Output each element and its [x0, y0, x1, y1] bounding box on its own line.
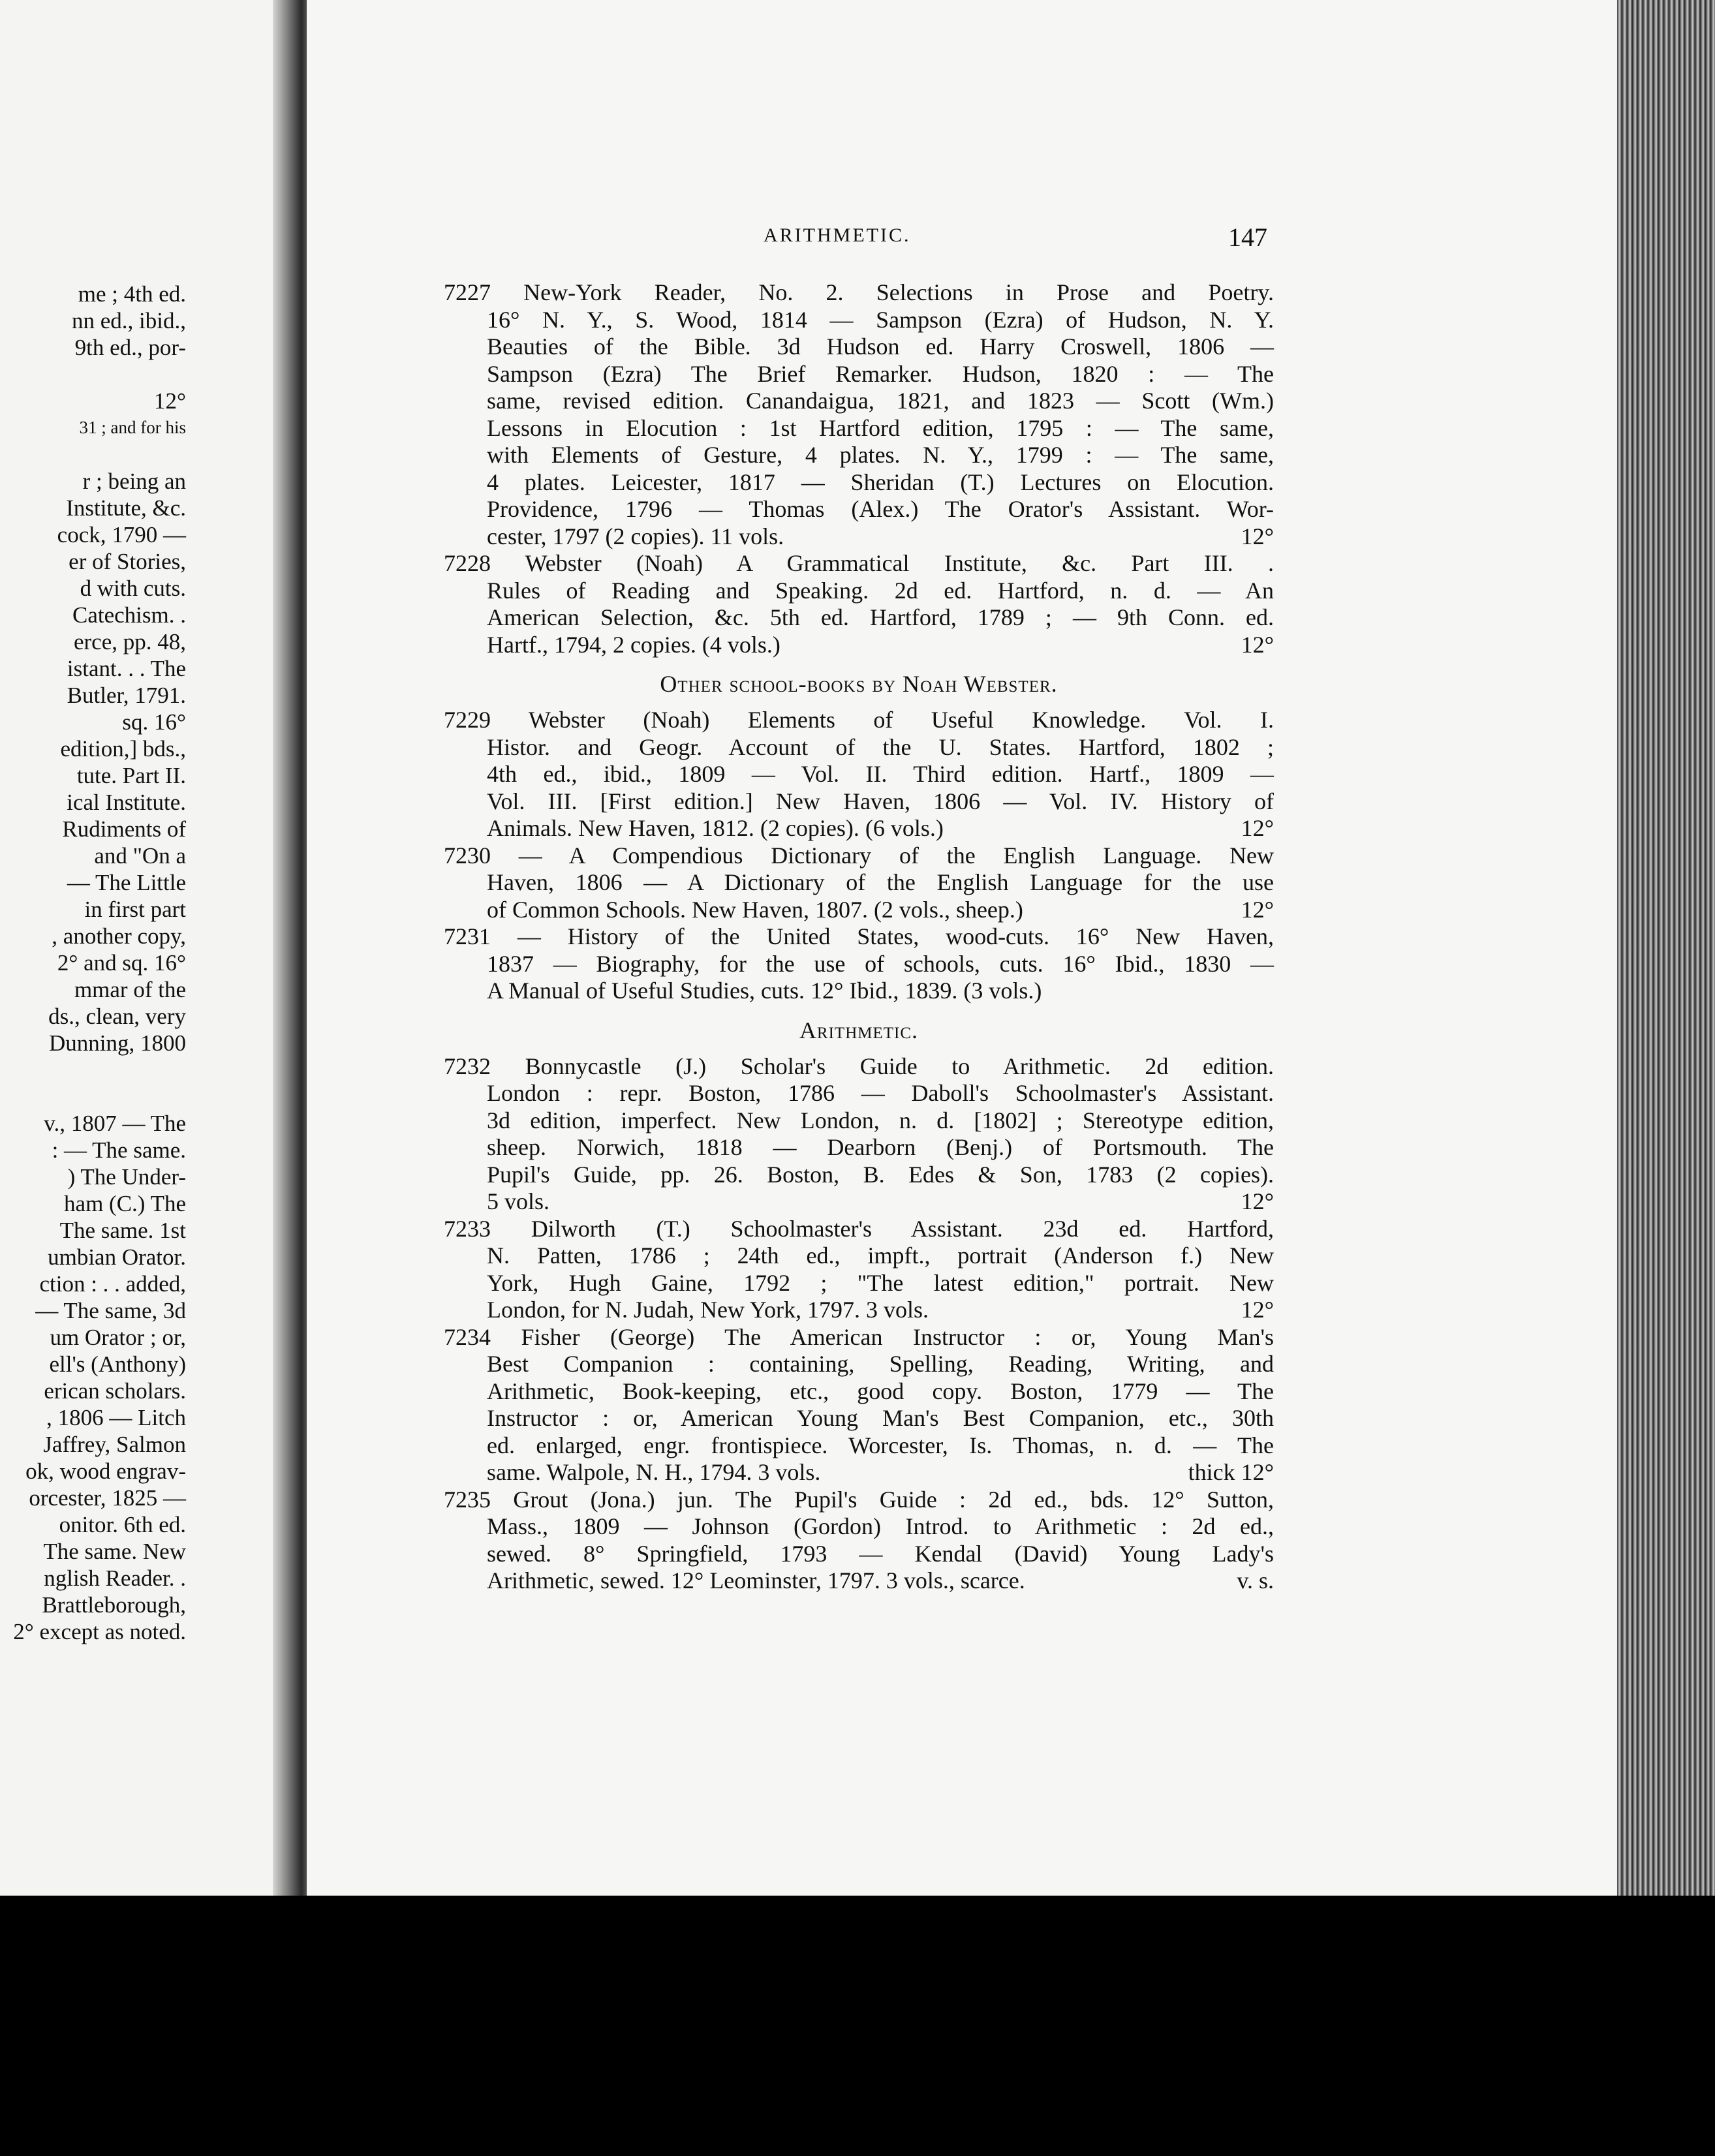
left-page-line: d with cuts.: [80, 576, 186, 601]
left-page-line: me ; 4th ed.: [78, 281, 186, 307]
catalogue-entry: [444, 1053, 1274, 1216]
left-page-line: sq. 16°: [122, 709, 186, 735]
left-page-line: [0, 1056, 186, 1083]
left-page-line: The same. New: [43, 1539, 186, 1564]
left-page-line: ical Institute.: [67, 790, 186, 815]
left-page-line: nn ed., ibid.,: [72, 308, 186, 333]
entry-line: 7233 Dilworth (T.) Schoolmaster's Assistant. 23d ed. Hartford,: [444, 1215, 1274, 1242]
entry-line: 1837 — Biography, for the use of schools, cuts. 16° Ibid., 1830 —: [487, 950, 1274, 977]
entry-line: Rules of Reading and Speaking. 2d ed. Hartford, n. d. — An: [487, 577, 1274, 604]
running-head: ARITHMETIC.: [764, 224, 911, 246]
entry-line: 7229 Webster (Noah) Elements of Useful Knowledge. Vol. I.: [444, 707, 1274, 733]
page-number: 147: [1228, 223, 1267, 252]
entry-line: Pupil's Guide, pp. 26. Boston, B. Edes & Son, 1783 (2 copies).: [487, 1161, 1274, 1188]
left-page-line: istant. . . The: [67, 656, 186, 681]
entries-group-c: [444, 1053, 1274, 1595]
left-page-line: The same. 1st: [59, 1218, 186, 1243]
catalogue-entry: [444, 279, 1274, 550]
entry-format-size: 12°: [1241, 1297, 1274, 1323]
entry-line: Arithmetic, Book-keeping, etc., good copy. Boston, 1779 — The: [487, 1378, 1274, 1404]
left-page-line: Institute, &c.: [66, 495, 186, 521]
entry-last-line: [444, 1297, 1274, 1324]
entry-line: 16° N. Y., S. Wood, 1814 — Sampson (Ezra) of Hudson, N. Y.: [487, 306, 1274, 333]
entry-last-line-text: 5 vols.: [487, 1188, 550, 1214]
entry-line: 7231 — History of the United States, wood-cuts. 16° New Haven,: [444, 923, 1274, 949]
left-page-line: 9th ed., por-: [74, 335, 186, 360]
left-page-line: Brattleborough,: [42, 1592, 186, 1618]
entry-last-line: [444, 1567, 1274, 1595]
entry-last-line-text: of Common Schools. New Haven, 1807. (2 vols., sheep.): [487, 896, 1023, 923]
entry-last-line-text: Arithmetic, sewed. 12° Leominster, 1797. 3 vols., scarce.: [487, 1567, 1025, 1594]
scan-background: [0, 1896, 1715, 2156]
entry-line: 4 plates. Leicester, 1817 — Sheridan (T.) Lectures on Elocution.: [487, 469, 1274, 495]
left-page-line: [0, 441, 186, 468]
left-page-line: Rudiments of: [62, 816, 186, 842]
left-page-line: r ; being an: [82, 469, 186, 494]
left-page-line: mmar of the: [74, 977, 186, 1002]
entry-format-size: thick 12°: [1188, 1459, 1274, 1485]
entry-last-line: [444, 632, 1274, 659]
entry-format-size: 12°: [1241, 1188, 1274, 1214]
left-page-line: ds., clean, very: [48, 1004, 186, 1029]
left-page-line: 31 ; and for his: [79, 418, 186, 437]
entry-line: Providence, 1796 — Thomas (Alex.) The Orator's Assistant. Wor-: [487, 496, 1274, 522]
entry-line: Haven, 1806 — A Dictionary of the English Language for the use: [487, 869, 1274, 895]
left-page-line: : — The same.: [52, 1137, 186, 1163]
left-page-line: — The same, 3d: [35, 1298, 186, 1323]
entry-line: 7230 — A Compendious Dictionary of the English Language. New: [444, 842, 1274, 869]
entry-line: with Elements of Gesture, 4 plates. N. Y., 1799 : — The same,: [487, 442, 1274, 468]
entry-line: ed. enlarged, engr. frontispiece. Worcester, Is. Thomas, n. d. — The: [487, 1432, 1274, 1458]
entry-last-line: [444, 978, 1274, 1005]
entry-line: N. Patten, 1786 ; 24th ed., impft., portrait (Anderson f.) New: [487, 1242, 1274, 1269]
entries-group-a: [444, 279, 1274, 658]
entry-last-line-text: A Manual of Useful Studies, cuts. 12° Ibid., 1839. (3 vols.): [487, 978, 1042, 1004]
catalogue-entry: [444, 1324, 1274, 1486]
left-page-line: ham (C.) The: [64, 1191, 186, 1216]
entry-line: Vol. III. [First edition.] New Haven, 1806 — Vol. IV. History of: [487, 788, 1274, 814]
entry-format-size: 12°: [1241, 896, 1274, 923]
catalogue-entry: [444, 923, 1274, 1005]
left-page-line: tute. Part II.: [76, 763, 186, 788]
entry-last-line-text: Animals. New Haven, 1812. (2 copies). (6 vols.): [487, 815, 944, 841]
left-page-line: [0, 1083, 186, 1110]
left-page-line: orcester, 1825 —: [29, 1485, 186, 1511]
left-page-line: er of Stories,: [69, 549, 186, 574]
entry-line: Histor. and Geogr. Account of the U. States. Hartford, 1802 ;: [487, 733, 1274, 760]
entry-last-line: [444, 897, 1274, 924]
left-page-line: um Orator ; or,: [50, 1325, 186, 1350]
left-page-line: erican scholars.: [44, 1378, 186, 1404]
entry-line: Sampson (Ezra) The Brief Remarker. Hudson, 1820 : — The: [487, 360, 1274, 387]
entry-last-line-text: London, for N. Judah, New York, 1797. 3 vols.: [487, 1297, 929, 1323]
entry-last-line: [444, 1459, 1274, 1486]
entry-line: sheep. Norwich, 1818 — Dearborn (Benj.) of Portsmouth. The: [487, 1134, 1274, 1160]
entry-last-line-text: Hartf., 1794, 2 copies. (4 vols.): [487, 631, 780, 658]
left-page-line: Catechism. .: [72, 602, 186, 628]
left-page-line: umbian Orator.: [48, 1244, 186, 1270]
left-page: [0, 0, 287, 1896]
catalogue-entry: [444, 707, 1274, 842]
entry-line: American Selection, &c. 5th ed. Hartford, 1789 ; — 9th Conn. ed.: [487, 604, 1274, 630]
entry-line: 7227 New-York Reader, No. 2. Selections in Prose and Poetry.: [444, 279, 1274, 305]
entry-line: 4th ed., ibid., 1809 — Vol. II. Third edition. Hartf., 1809 —: [487, 761, 1274, 787]
entry-format-size: v. s.: [1237, 1567, 1274, 1594]
entry-line: 7228 Webster (Noah) A Grammatical Institute, &c. Part III. .: [444, 550, 1274, 576]
entries-group-b: [444, 707, 1274, 1005]
left-page-line: in first part: [84, 897, 186, 922]
left-page-line: , another copy,: [52, 923, 186, 949]
entry-line: 7232 Bonnycastle (J.) Scholar's Guide to Arithmetic. 2d edition.: [444, 1053, 1274, 1079]
left-page-line: ction : . . added,: [39, 1271, 186, 1297]
entry-line: Lessons in Elocution : 1st Hartford edition, 1795 : — The same,: [487, 414, 1274, 441]
entry-format-size: 12°: [1241, 815, 1274, 841]
left-page-line: [0, 361, 186, 388]
entry-last-line: [444, 523, 1274, 551]
entry-line: Mass., 1809 — Johnson (Gordon) Introd. to Arithmetic : 2d ed.,: [487, 1513, 1274, 1539]
left-page-line: onitor. 6th ed.: [59, 1512, 186, 1537]
entry-line: sewed. 8° Springfield, 1793 — Kendal (David) Young Lady's: [487, 1540, 1274, 1567]
entry-line: Best Companion : containing, Spelling, Reading, Writing, and: [487, 1351, 1274, 1377]
left-page-line: Jaffrey, Salmon: [43, 1432, 186, 1457]
left-page-line: cock, 1790 —: [57, 522, 186, 547]
entry-format-size: 12°: [1241, 523, 1274, 549]
catalogue-entries: [444, 279, 1274, 1595]
catalogue-entry: [444, 550, 1274, 658]
left-page-line: and "On a: [94, 843, 186, 869]
left-page-line: ok, wood engrav-: [25, 1458, 186, 1484]
entry-line: same, revised edition. Canandaigua, 1821, and 1823 — Scott (Wm.): [487, 388, 1274, 414]
left-page-line: v., 1807 — The: [44, 1111, 186, 1136]
entry-line: York, Hugh Gaine, 1792 ; "The latest edition," portrait. New: [487, 1269, 1274, 1296]
entry-line: London : repr. Boston, 1786 — Daboll's Schoolmaster's Assistant.: [487, 1080, 1274, 1106]
entry-line: 7234 Fisher (George) The American Instructor : or, Young Man's: [444, 1323, 1274, 1350]
catalogue-entry: [444, 1486, 1274, 1595]
left-page-line: edition,] bds.,: [60, 736, 186, 762]
left-page-text-fragments: [0, 281, 186, 1645]
left-page-line: ell's (Anthony): [49, 1351, 186, 1377]
left-page-line: — The Little: [67, 870, 186, 895]
left-page-line: ) The Under-: [67, 1164, 186, 1190]
entry-last-line-text: same. Walpole, N. H., 1794. 3 vols.: [487, 1459, 821, 1485]
left-page-line: Dunning, 1800: [49, 1030, 186, 1056]
left-page-line: , 1806 — Litch: [46, 1405, 186, 1430]
left-page-line: 2° and sq. 16°: [57, 950, 186, 976]
section-heading-webster: Other school-books by Noah Webster.: [660, 671, 1058, 697]
left-page-line: 12°: [154, 388, 186, 414]
entry-line: Beauties of the Bible. 3d Hudson ed. Harry Croswell, 1806 —: [487, 333, 1274, 360]
entry-last-line-text: cester, 1797 (2 copies). 11 vols.: [487, 523, 784, 549]
entry-line: 7235 Grout (Jona.) jun. The Pupil's Guide : 2d ed., bds. 12° Sutton,: [444, 1486, 1274, 1513]
entry-line: Instructor : or, American Young Man's Best Companion, etc., 30th: [487, 1405, 1274, 1431]
catalogue-entry: [444, 1216, 1274, 1324]
entry-format-size: 12°: [1241, 631, 1274, 658]
left-page-line: erce, pp. 48,: [73, 629, 186, 654]
section-heading-arithmetic: Arithmetic.: [799, 1017, 919, 1043]
catalogue-entry: [444, 842, 1274, 924]
left-page-line: nglish Reader. .: [44, 1565, 186, 1591]
left-page-line: Butler, 1791.: [67, 683, 186, 708]
left-page-line: 2° except as noted.: [13, 1619, 186, 1644]
page-edges: [1617, 0, 1715, 1896]
entry-last-line: [444, 1188, 1274, 1216]
entry-last-line: [444, 815, 1274, 842]
entry-line: 3d edition, imperfect. New London, n. d. [1802] ; Stereotype edition,: [487, 1107, 1274, 1133]
